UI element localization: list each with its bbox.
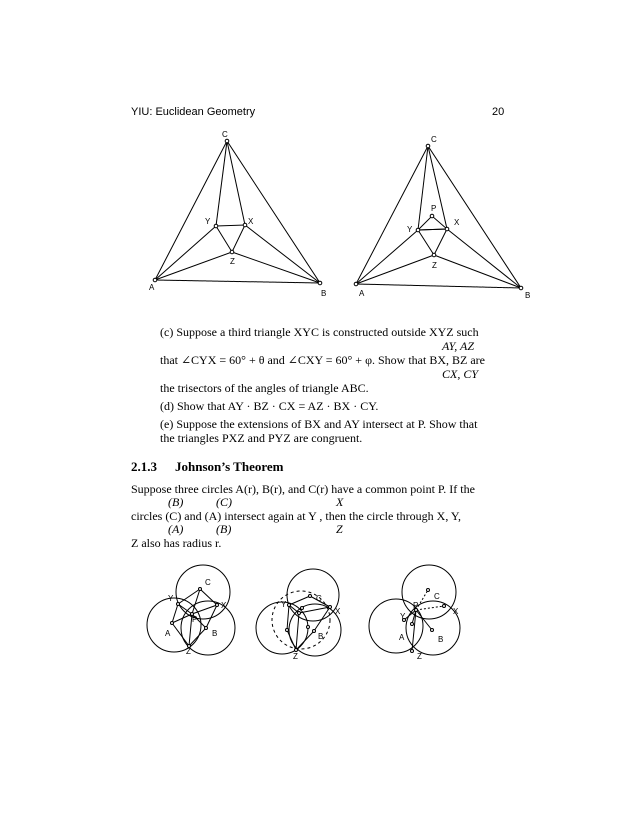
exercise-e-line2: the triangles PXZ and PYZ are congruent. [160,431,363,445]
label-x: X [221,601,227,610]
label-b: B [438,635,444,644]
exercise-c-line1: (c) Suppose a third triangle XYC is constructed outside XYZ such [160,325,479,339]
label-y: Y [281,600,287,609]
label-b: B [212,629,218,638]
label-y: Y [407,225,413,234]
theorem-line1: Suppose three circles A(r), B(r), and C(r) have a common point P. If the [131,482,475,496]
label-z: Z [186,647,191,656]
label-p: P [431,204,437,213]
label-p: P [413,601,419,610]
label-y: Y [205,217,211,226]
exercise-c-line2: that ∠CYX = 60° + θ and ∠CXY = 60° + φ. Show that BX, BZ are [160,353,485,367]
theorem-sub-b: (B) [168,495,184,509]
label-c: C [316,594,322,603]
section-number: 2.1.3 [131,459,157,474]
label-x: X [335,607,341,616]
exercise-c-line1b: AY, AZ [442,339,475,353]
label-z: Z [417,652,422,661]
theorem-sub-a: (A) [168,522,184,536]
label-a: A [165,629,171,638]
theorem-sub-z: Z [336,522,343,536]
label-c: C [222,130,228,139]
label-c: C [431,135,437,144]
label-c: C [434,592,440,601]
label-x: X [453,607,459,616]
exercise-c-line3: the trisectors of the angles of triangle ABC. [160,381,369,395]
label-c: C [205,578,211,587]
label-a: A [149,283,155,292]
label-z: Z [293,652,298,661]
page-number: 20 [492,106,505,118]
theorem-sub-x: X [336,495,344,509]
label-a: A [359,289,365,298]
section-title: Johnson’s Theorem [175,459,284,474]
exercise-c-line2b: CX, CY [442,367,479,381]
label-x: X [454,218,460,227]
label-x: X [248,217,254,226]
label-p: P [192,615,198,624]
label-z: Z [230,257,235,266]
label-y: Y [400,612,406,621]
label-b: B [321,289,327,298]
label-y: Y [168,594,174,603]
exercise-d: (d) Show that AY · BZ · CX = AZ · BX · CY. [160,399,379,413]
label-b: B [525,291,531,300]
circle-c [402,565,456,619]
label-z: Z [432,261,437,270]
theorem-line3: Z also has radius r. [131,536,222,550]
exercise-e-line1: (e) Suppose the extensions of BX and AY intersect at P. Show that [160,417,478,431]
label-a: A [399,633,405,642]
theorem-sub-b2: (B) [216,522,232,536]
running-header-title: YIU: Euclidean Geometry [131,106,256,118]
theorem-line2: circles (C) and (A) intersect again at Y , then the circle through X, Y, [131,509,461,523]
label-b: B [318,632,324,641]
theorem-sub-c: (C) [216,495,232,509]
